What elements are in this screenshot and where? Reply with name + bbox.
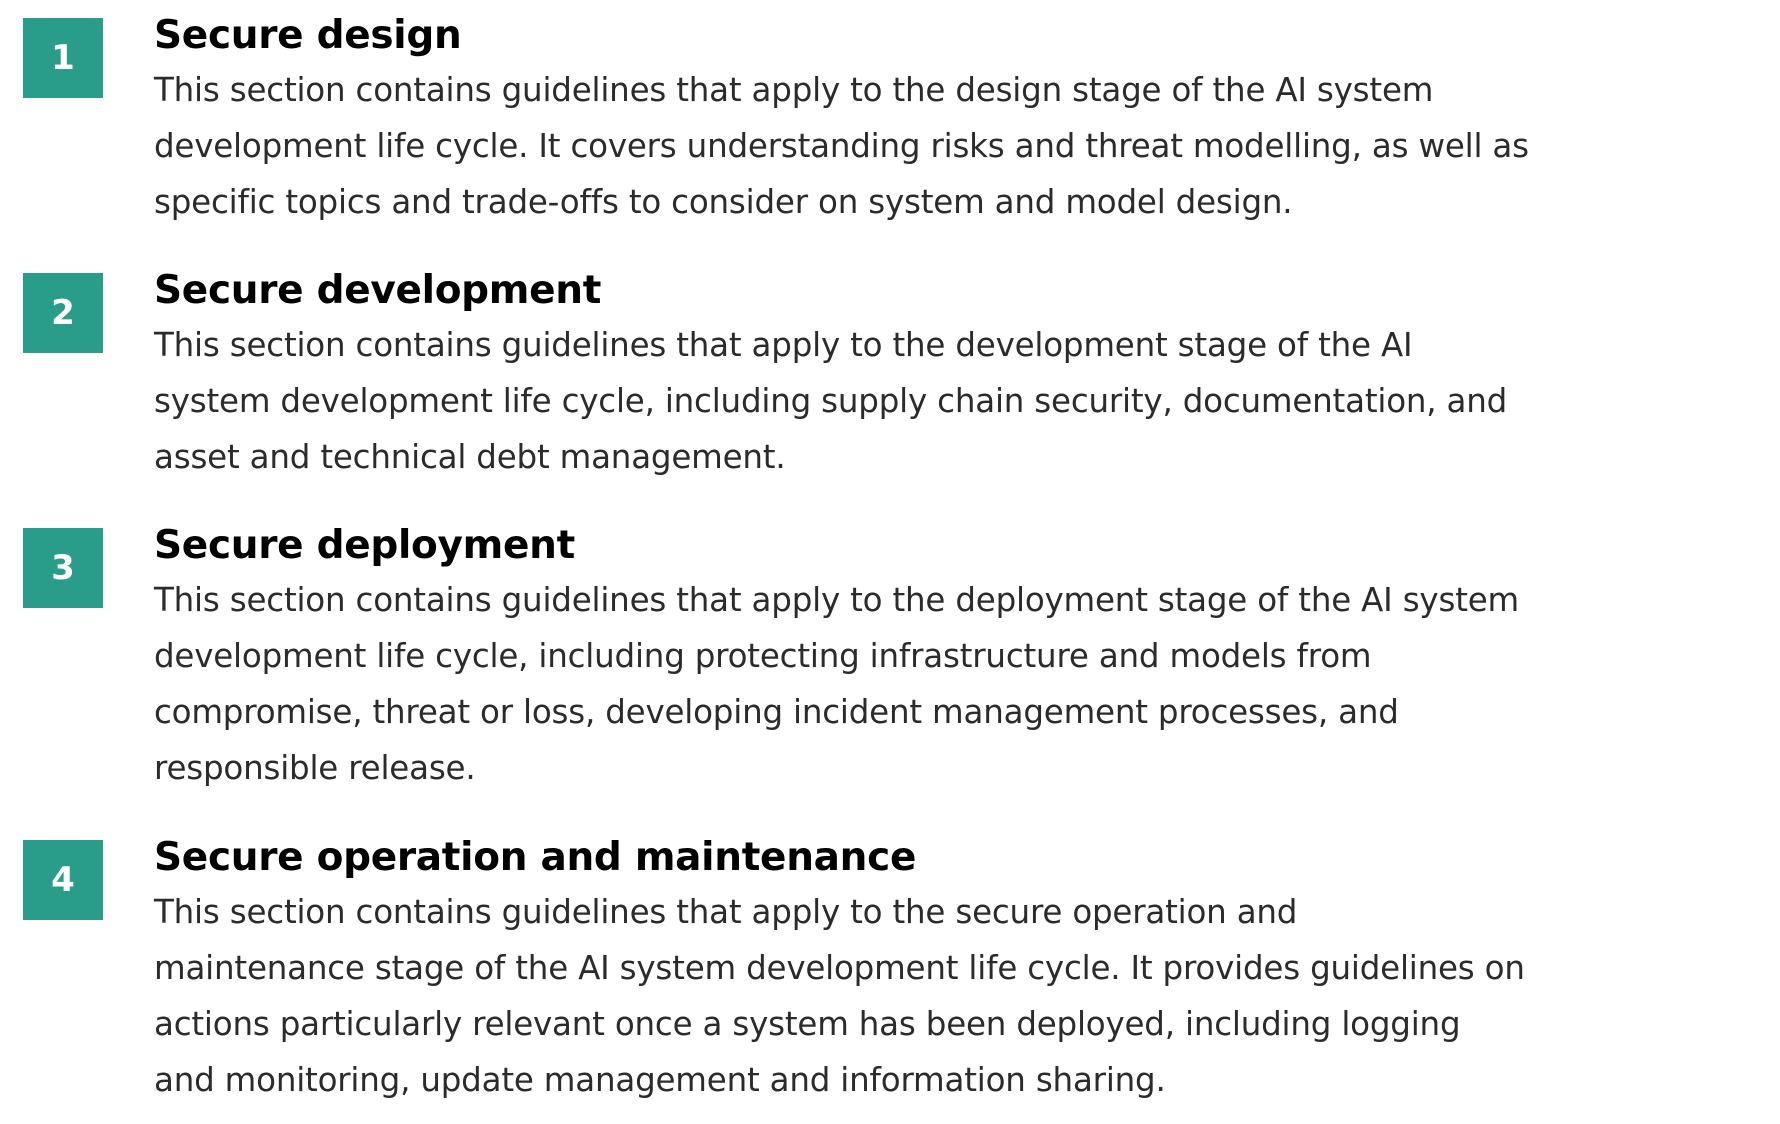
section-title: Secure operation and maintenance [154, 835, 917, 880]
section-description-line: This section contains guidelines that apply to the secure operation and [154, 893, 1298, 931]
section-description-line: system development life cycle, including supply chain security, documentation, and [154, 382, 1508, 420]
section-title: Secure design [154, 13, 462, 58]
section-description-line: and monitoring, update management and information sharing. [154, 1061, 1166, 1099]
section-description-line: specific topics and trade-offs to consider on system and model design. [154, 183, 1293, 221]
section-number-badge: 1 [23, 18, 103, 98]
section-title: Secure deployment [154, 523, 575, 568]
section-description-line: development life cycle, including protecting infrastructure and models from [154, 637, 1372, 675]
section-number-badge: 4 [23, 840, 103, 920]
section-description-line: This section contains guidelines that apply to the development stage of the AI [154, 326, 1413, 364]
section-number-badge: 2 [23, 273, 103, 353]
section-title: Secure development [154, 268, 602, 313]
section-content [154, 0, 1714, 230]
section-content [154, 255, 1714, 485]
section-description-line: maintenance stage of the AI system development life cycle. It provides guidelines on [154, 949, 1525, 987]
section-description-line: development life cycle. It covers understanding risks and threat modelling, as well as [154, 127, 1529, 165]
section-description-line: This section contains guidelines that apply to the deployment stage of the AI system [154, 581, 1519, 619]
section-description-line: compromise, threat or loss, developing incident management processes, and [154, 693, 1399, 731]
section-content [154, 510, 1714, 796]
section-description-line: actions particularly relevant once a system has been deployed, including logging [154, 1005, 1461, 1043]
section-description-line: responsible release. [154, 749, 476, 787]
section-number-badge: 3 [23, 528, 103, 608]
section-content [154, 822, 1714, 1108]
section-description-line: asset and technical debt management. [154, 438, 786, 476]
section-description-line: This section contains guidelines that apply to the design stage of the AI system [154, 71, 1434, 109]
